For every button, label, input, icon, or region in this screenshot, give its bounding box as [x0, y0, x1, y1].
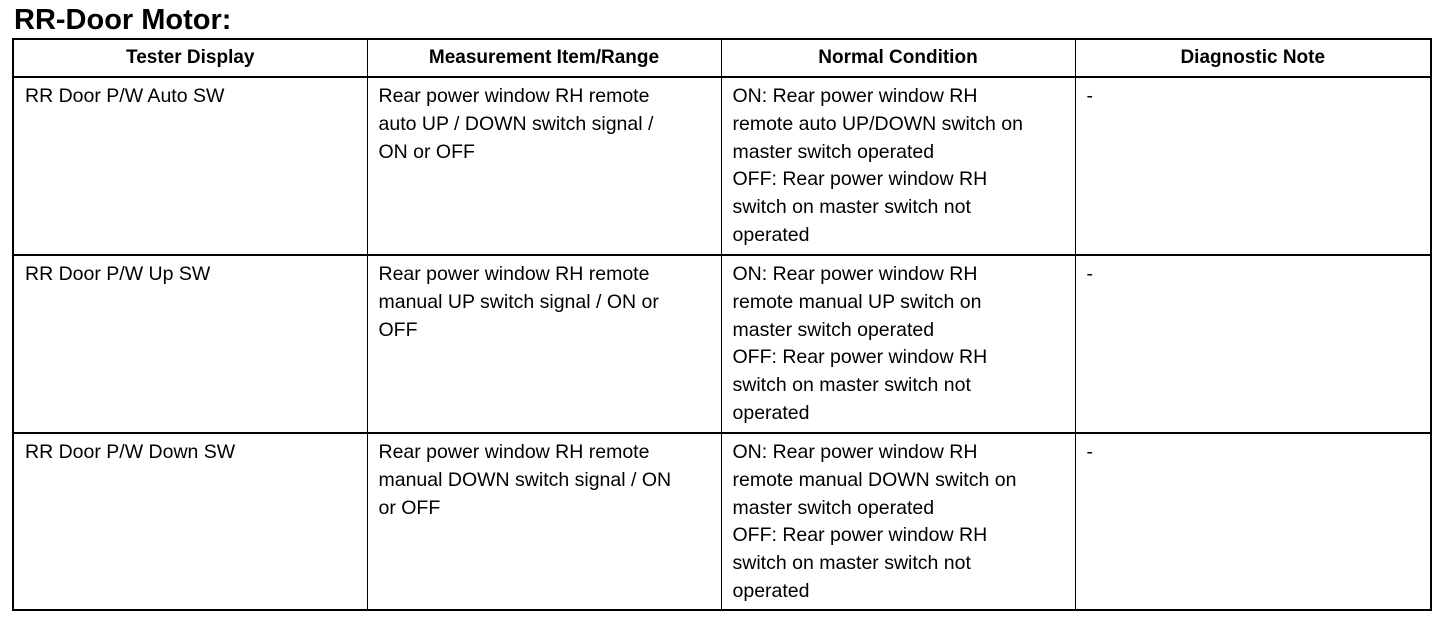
normal-condition-line: switch on master switch not: [732, 196, 971, 219]
table-header: [13, 39, 1431, 77]
normal-condition-line: remote auto UP/DOWN switch on: [732, 112, 1023, 135]
normal-condition-line: master switch operated: [732, 318, 935, 341]
measurement-line: OFF: [378, 318, 418, 341]
normal-condition-line: remote manual DOWN switch on: [732, 468, 1017, 491]
header-measurement-item: Measurement Item/Range: [367, 39, 721, 77]
measurement-line: Rear power window RH remote: [378, 85, 650, 107]
page-title: RR-Door Motor:: [14, 4, 232, 36]
header-normal-condition: Normal Condition: [721, 39, 1075, 77]
diagnostic-note-text: -: [1086, 85, 1093, 107]
normal-condition-line: ON: Rear power window RH: [732, 441, 978, 463]
cell-normal-condition: [721, 77, 1075, 255]
diagnostic-note-text: -: [1086, 263, 1093, 285]
header-row: [13, 39, 1431, 77]
data-table: [12, 38, 1432, 611]
tester-display-text: RR Door P/W Up SW: [25, 263, 211, 285]
diagnostic-note-text: -: [1086, 441, 1093, 463]
data-table-container: [12, 38, 1430, 611]
normal-condition-line: operated: [732, 401, 810, 424]
header-diagnostic-note: Diagnostic Note: [1075, 39, 1431, 77]
header-tester-display: Tester Display: [13, 39, 367, 77]
normal-condition-line: master switch operated: [732, 140, 935, 163]
tester-display-text: RR Door P/W Down SW: [25, 441, 236, 463]
cell-tester-display: [13, 433, 367, 610]
normal-condition-line: switch on master switch not: [732, 552, 971, 575]
normal-condition-line: ON: Rear power window RH: [732, 85, 978, 107]
tester-display-text: RR Door P/W Auto SW: [25, 85, 225, 107]
table-row: [13, 77, 1431, 255]
measurement-line: auto UP / DOWN switch signal /: [378, 112, 654, 135]
normal-condition-line: ON: Rear power window RH: [732, 263, 978, 285]
normal-condition-line: operated: [732, 223, 810, 246]
table-body: [13, 77, 1431, 610]
normal-condition-line: remote manual UP switch on: [732, 290, 982, 313]
normal-condition-line: OFF: Rear power window RH: [732, 346, 988, 369]
measurement-line: Rear power window RH remote: [378, 263, 650, 285]
cell-diagnostic-note: [1075, 77, 1431, 255]
table-row: [13, 433, 1431, 610]
measurement-line: Rear power window RH remote: [378, 441, 650, 463]
measurement-line: manual UP switch signal / ON or: [378, 290, 659, 313]
cell-diagnostic-note: [1075, 433, 1431, 610]
cell-diagnostic-note: [1075, 255, 1431, 433]
cell-measurement-item: [367, 433, 721, 610]
normal-condition-line: master switch operated: [732, 496, 935, 519]
normal-condition-line: operated: [732, 579, 810, 602]
cell-normal-condition: [721, 433, 1075, 610]
normal-condition-line: OFF: Rear power window RH: [732, 524, 988, 547]
cell-measurement-item: [367, 77, 721, 255]
cell-normal-condition: [721, 255, 1075, 433]
cell-tester-display: [13, 255, 367, 433]
measurement-line: manual DOWN switch signal / ON: [378, 468, 672, 491]
normal-condition-line: switch on master switch not: [732, 374, 971, 397]
normal-condition-line: OFF: Rear power window RH: [732, 168, 988, 191]
measurement-line: ON or OFF: [378, 140, 475, 163]
measurement-line: or OFF: [378, 496, 441, 519]
cell-tester-display: [13, 77, 367, 255]
cell-measurement-item: [367, 255, 721, 433]
table-row: [13, 255, 1431, 433]
